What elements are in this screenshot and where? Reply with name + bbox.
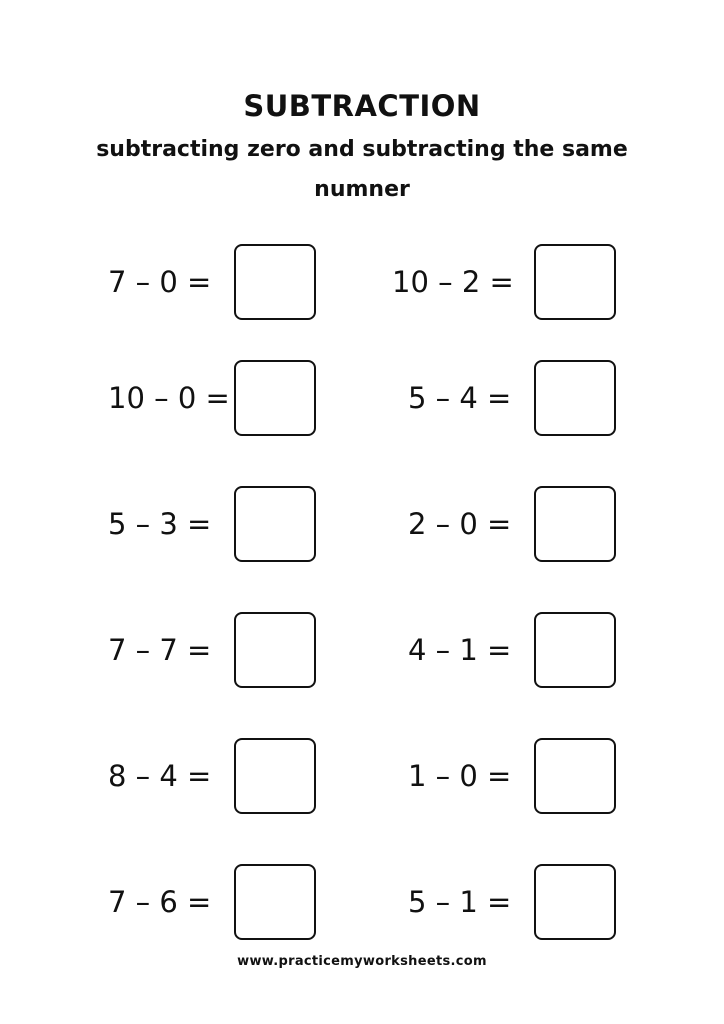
answer-box[interactable] (534, 486, 616, 562)
answer-box[interactable] (234, 612, 316, 688)
answer-box[interactable] (234, 486, 316, 562)
problem-expression: 7 – 7 = (108, 633, 212, 667)
answer-box[interactable] (534, 864, 616, 940)
problem-expression: 5 – 4 = (408, 381, 512, 415)
worksheet-subtitle: subtracting zero and subtracting the same numner (96, 137, 628, 202)
problem-item (362, 738, 724, 814)
problem-item (0, 864, 362, 940)
problem-expression: 2 – 0 = (408, 507, 512, 541)
answer-box[interactable] (534, 738, 616, 814)
problem-item (0, 360, 362, 436)
worksheet-title: SUBTRACTION (243, 89, 481, 123)
problem-item (362, 360, 724, 436)
problem-item (0, 612, 362, 688)
problem-item (0, 738, 362, 814)
problem-expression: 7 – 0 = (108, 265, 212, 299)
answer-box[interactable] (234, 244, 316, 320)
problem-expression: 10 – 2 = (392, 265, 514, 299)
problem-expression: 8 – 4 = (108, 759, 212, 793)
problem-expression: 4 – 1 = (408, 633, 512, 667)
problem-expression: 7 – 6 = (108, 885, 212, 919)
answer-box[interactable] (234, 360, 316, 436)
answer-box[interactable] (234, 738, 316, 814)
footer-url: www.practicemyworksheets.com (237, 954, 487, 969)
problem-item (362, 486, 724, 562)
problem-expression: 10 – 0 = (108, 381, 230, 415)
answer-box[interactable] (534, 360, 616, 436)
problem-item (0, 486, 362, 562)
problem-item (362, 244, 724, 320)
problem-item (0, 244, 362, 320)
problem-item (362, 864, 724, 940)
answer-box[interactable] (534, 612, 616, 688)
answer-box[interactable] (234, 864, 316, 940)
problem-expression: 5 – 1 = (408, 885, 512, 919)
answer-box[interactable] (534, 244, 616, 320)
problem-expression: 5 – 3 = (108, 507, 212, 541)
problem-expression: 1 – 0 = (408, 759, 512, 793)
problem-item (362, 612, 724, 688)
